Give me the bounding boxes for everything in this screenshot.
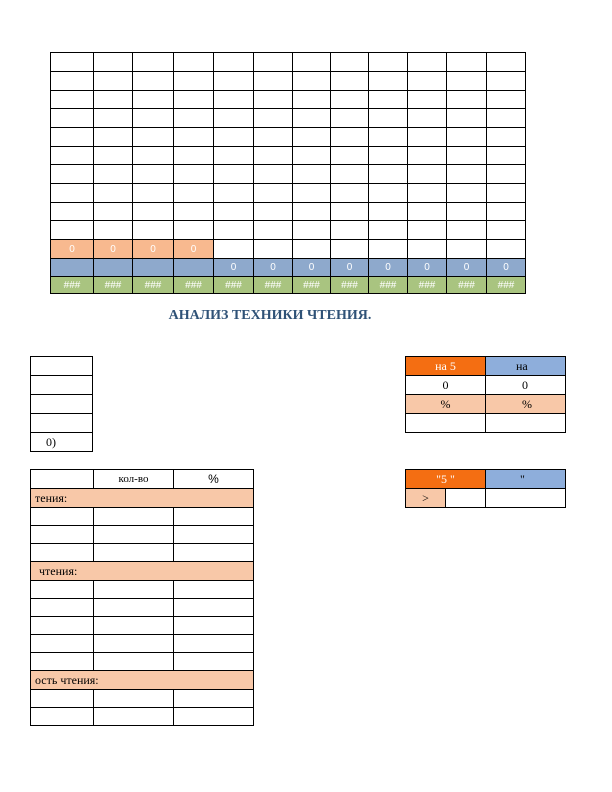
header-percent: % xyxy=(174,470,254,489)
grid-cell[interactable] xyxy=(254,72,293,91)
section-header: чтения: xyxy=(31,562,254,581)
grid-cell[interactable] xyxy=(214,221,254,240)
summary-cell[interactable] xyxy=(31,376,93,395)
grid-cell[interactable] xyxy=(94,72,133,91)
header-grade-5: на 5 xyxy=(406,357,486,376)
row-cell[interactable] xyxy=(31,708,94,726)
grid-row xyxy=(51,147,526,165)
grid-cell[interactable] xyxy=(174,91,214,109)
value-grade-4[interactable]: 0 xyxy=(486,376,566,395)
grid-cell[interactable] xyxy=(214,109,254,128)
grid-cell-peach[interactable] xyxy=(369,240,408,259)
grid-cell[interactable] xyxy=(174,109,214,128)
grid-cell[interactable] xyxy=(51,91,94,109)
grade-box xyxy=(405,469,566,508)
grid-cell[interactable] xyxy=(369,203,408,221)
grid-cell[interactable] xyxy=(174,72,214,91)
summary-cell-last[interactable]: 0) xyxy=(31,433,93,452)
grid-cell[interactable] xyxy=(94,109,133,128)
reading-grid xyxy=(50,52,526,294)
grid-cell[interactable] xyxy=(214,72,254,91)
grid-cell[interactable] xyxy=(133,221,174,240)
grid-cell[interactable] xyxy=(254,91,293,109)
grid-cell[interactable] xyxy=(51,128,94,147)
grade-operator: > xyxy=(406,489,446,508)
grid-row xyxy=(51,72,526,91)
grid-cell[interactable] xyxy=(331,203,369,221)
row-cell[interactable] xyxy=(31,653,94,671)
grid-cell[interactable] xyxy=(133,147,174,165)
grid-cell[interactable] xyxy=(408,147,447,165)
grid-cell[interactable] xyxy=(174,221,214,240)
grid-cell[interactable] xyxy=(369,165,408,184)
row-cell[interactable] xyxy=(174,690,254,708)
grid-cell[interactable] xyxy=(447,165,487,184)
grid-cell[interactable] xyxy=(487,109,526,128)
grid-cell[interactable] xyxy=(214,184,254,203)
grid-row xyxy=(51,184,526,203)
row-cell[interactable] xyxy=(174,508,254,526)
grid-cell[interactable] xyxy=(254,165,293,184)
grid-cell[interactable] xyxy=(133,72,174,91)
grade-input[interactable] xyxy=(486,489,566,508)
grid-cell[interactable] xyxy=(447,91,487,109)
grid-cell-peach[interactable]: 0 xyxy=(174,240,214,259)
grid-cell[interactable] xyxy=(369,184,408,203)
grid-cell-blue[interactable]: 0 xyxy=(487,259,526,277)
grid-cell[interactable] xyxy=(174,147,214,165)
grid-cell[interactable] xyxy=(408,203,447,221)
grid-cell[interactable] xyxy=(331,72,369,91)
grid-cell-blue[interactable]: 0 xyxy=(447,259,487,277)
grid-cell-green[interactable]: ### xyxy=(331,277,369,294)
right-summary-table xyxy=(405,356,566,433)
grid-cell[interactable] xyxy=(447,147,487,165)
grid-cell[interactable] xyxy=(94,203,133,221)
section-header: тения: xyxy=(31,489,254,508)
grid-cell-blue[interactable] xyxy=(174,259,214,277)
row-cell[interactable] xyxy=(94,599,174,617)
grid-cell[interactable] xyxy=(293,53,331,72)
grid-cell-peach[interactable] xyxy=(487,240,526,259)
row-cell[interactable] xyxy=(31,635,94,653)
grid-cell-green[interactable]: ### xyxy=(254,277,293,294)
grid-cell[interactable] xyxy=(487,184,526,203)
grid-cell[interactable] xyxy=(408,109,447,128)
grid-cell[interactable] xyxy=(408,128,447,147)
grade-input[interactable] xyxy=(446,489,486,508)
grid-cell[interactable] xyxy=(51,109,94,128)
grid-cell[interactable] xyxy=(447,109,487,128)
grid-row xyxy=(51,109,526,128)
grid-cell[interactable] xyxy=(214,128,254,147)
row-cell[interactable] xyxy=(174,581,254,599)
grid-cell[interactable] xyxy=(293,147,331,165)
grid-cell-green[interactable]: ### xyxy=(487,277,526,294)
grid-cell[interactable] xyxy=(331,147,369,165)
grid-cell-blue[interactable]: 0 xyxy=(254,259,293,277)
grid-cell[interactable] xyxy=(369,147,408,165)
grid-cell[interactable] xyxy=(331,91,369,109)
grid-cell[interactable] xyxy=(331,109,369,128)
grid-cell-green[interactable]: ### xyxy=(214,277,254,294)
grid-cell[interactable] xyxy=(487,165,526,184)
grid-cell[interactable] xyxy=(254,203,293,221)
grid-cell[interactable] xyxy=(293,128,331,147)
row-cell[interactable] xyxy=(174,617,254,635)
grid-cell[interactable] xyxy=(293,203,331,221)
grid-cell[interactable] xyxy=(94,128,133,147)
grid-cell[interactable] xyxy=(293,165,331,184)
header-count: кол-во xyxy=(94,470,174,489)
grid-cell[interactable] xyxy=(293,72,331,91)
row-cell[interactable] xyxy=(174,544,254,562)
grade-5-header: "5 " xyxy=(406,470,486,489)
grid-row-green xyxy=(51,277,526,294)
grid-cell[interactable] xyxy=(487,91,526,109)
grid-cell[interactable] xyxy=(254,53,293,72)
left-summary-table xyxy=(30,356,93,452)
row-cell[interactable] xyxy=(94,635,174,653)
header-empty xyxy=(31,470,94,489)
grid-cell-blue[interactable]: 0 xyxy=(214,259,254,277)
row-cell[interactable] xyxy=(94,581,174,599)
grid-cell[interactable] xyxy=(408,72,447,91)
grid-cell[interactable] xyxy=(447,184,487,203)
grid-cell-green[interactable]: ### xyxy=(51,277,94,294)
grid-cell[interactable] xyxy=(254,147,293,165)
row-cell[interactable] xyxy=(174,599,254,617)
grid-cell[interactable] xyxy=(51,221,94,240)
grid-cell-blue[interactable]: 0 xyxy=(369,259,408,277)
grid-cell[interactable] xyxy=(51,72,94,91)
grid-row-peach xyxy=(51,240,526,259)
row-cell[interactable] xyxy=(94,653,174,671)
grid-cell[interactable] xyxy=(94,184,133,203)
grid-cell[interactable] xyxy=(214,91,254,109)
page-title: АНАЛИЗ ТЕХНИКИ ЧТЕНИЯ. xyxy=(168,308,372,323)
grid-cell[interactable] xyxy=(51,184,94,203)
grid-cell[interactable] xyxy=(174,165,214,184)
row-cell[interactable] xyxy=(31,617,94,635)
grid-cell[interactable] xyxy=(133,165,174,184)
row-cell[interactable] xyxy=(31,690,94,708)
row-cell[interactable] xyxy=(174,526,254,544)
grid-cell[interactable] xyxy=(369,109,408,128)
grid-cell-green[interactable]: ### xyxy=(133,277,174,294)
grid-cell[interactable] xyxy=(51,53,94,72)
grid-cell[interactable] xyxy=(447,203,487,221)
grid-cell[interactable] xyxy=(447,72,487,91)
grid-cell[interactable] xyxy=(408,184,447,203)
grid-cell-blue[interactable]: 0 xyxy=(293,259,331,277)
grid-cell-peach[interactable]: 0 xyxy=(94,240,133,259)
grid-cell-peach[interactable]: 0 xyxy=(133,240,174,259)
grid-cell[interactable] xyxy=(174,184,214,203)
grid-row xyxy=(51,221,526,240)
grid-cell[interactable] xyxy=(293,184,331,203)
grid-cell[interactable] xyxy=(369,91,408,109)
grid-cell[interactable] xyxy=(254,109,293,128)
percent-grade-4: % xyxy=(486,395,566,414)
grid-cell-blue[interactable] xyxy=(94,259,133,277)
grid-cell-blue[interactable] xyxy=(133,259,174,277)
grid-cell-peach[interactable] xyxy=(214,240,254,259)
grid-cell[interactable] xyxy=(408,221,447,240)
grid-cell[interactable] xyxy=(487,53,526,72)
row-cell[interactable] xyxy=(94,544,174,562)
grid-cell[interactable] xyxy=(408,165,447,184)
grid-cell[interactable] xyxy=(133,91,174,109)
grid-cell[interactable] xyxy=(369,128,408,147)
grid-cell[interactable] xyxy=(94,91,133,109)
grid-cell[interactable] xyxy=(487,221,526,240)
header-grade-4: на xyxy=(486,357,566,376)
grid-cell-green[interactable]: ### xyxy=(94,277,133,294)
row-cell[interactable] xyxy=(174,708,254,726)
grid-row xyxy=(51,91,526,109)
grid-cell[interactable] xyxy=(133,128,174,147)
grid-row xyxy=(51,165,526,184)
grid-cell[interactable] xyxy=(369,221,408,240)
empty-cell[interactable] xyxy=(486,414,566,433)
grid-row xyxy=(51,53,526,72)
row-cell[interactable] xyxy=(94,690,174,708)
grid-cell[interactable] xyxy=(331,53,369,72)
grid-cell[interactable] xyxy=(408,53,447,72)
grid-cell-peach[interactable]: 0 xyxy=(51,240,94,259)
grid-cell[interactable] xyxy=(133,203,174,221)
grid-cell[interactable] xyxy=(51,165,94,184)
value-grade-5[interactable]: 0 xyxy=(406,376,486,395)
grid-cell[interactable] xyxy=(214,53,254,72)
grid-cell-green[interactable]: ### xyxy=(447,277,487,294)
row-cell[interactable] xyxy=(31,544,94,562)
grid-row-blue xyxy=(51,259,526,277)
grid-cell-peach[interactable] xyxy=(447,240,487,259)
summary-cell[interactable] xyxy=(31,414,93,433)
row-cell[interactable] xyxy=(94,617,174,635)
grid-cell-blue[interactable]: 0 xyxy=(408,259,447,277)
grid-cell[interactable] xyxy=(331,221,369,240)
grid-cell-green[interactable]: ### xyxy=(408,277,447,294)
grid-cell[interactable] xyxy=(447,53,487,72)
summary-cell[interactable] xyxy=(31,357,93,376)
grid-cell-green[interactable]: ### xyxy=(369,277,408,294)
grid-cell[interactable] xyxy=(174,128,214,147)
grid-cell-blue[interactable]: 0 xyxy=(331,259,369,277)
grade-4-header: " xyxy=(486,470,566,489)
grid-cell[interactable] xyxy=(214,147,254,165)
grid-cell[interactable] xyxy=(293,109,331,128)
grid-cell[interactable] xyxy=(293,91,331,109)
grid-cell[interactable] xyxy=(214,203,254,221)
row-cell[interactable] xyxy=(94,508,174,526)
grid-cell[interactable] xyxy=(487,72,526,91)
row-cell[interactable] xyxy=(94,526,174,544)
grid-cell[interactable] xyxy=(174,53,214,72)
grid-cell-peach[interactable] xyxy=(293,240,331,259)
empty-cell[interactable] xyxy=(406,414,486,433)
grid-cell-peach[interactable] xyxy=(254,240,293,259)
grid-cell[interactable] xyxy=(133,184,174,203)
grid-cell[interactable] xyxy=(369,53,408,72)
grid-cell[interactable] xyxy=(94,147,133,165)
grid-cell[interactable] xyxy=(254,184,293,203)
grid-cell[interactable] xyxy=(51,203,94,221)
grid-cell[interactable] xyxy=(331,128,369,147)
grid-cell[interactable] xyxy=(487,203,526,221)
grid-cell-peach[interactable] xyxy=(408,240,447,259)
grid-cell[interactable] xyxy=(214,165,254,184)
section-header: ость чтения: xyxy=(31,671,254,690)
grid-cell[interactable] xyxy=(293,221,331,240)
grid-cell[interactable] xyxy=(94,221,133,240)
grid-cell[interactable] xyxy=(408,91,447,109)
grid-cell[interactable] xyxy=(447,221,487,240)
grid-cell[interactable] xyxy=(94,165,133,184)
grid-cell-green[interactable]: ### xyxy=(174,277,214,294)
row-cell[interactable] xyxy=(174,653,254,671)
grid-cell-peach[interactable] xyxy=(331,240,369,259)
grid-cell[interactable] xyxy=(487,128,526,147)
grid-cell[interactable] xyxy=(487,147,526,165)
row-cell[interactable] xyxy=(31,526,94,544)
grid-row xyxy=(51,128,526,147)
grid-cell[interactable] xyxy=(174,203,214,221)
row-cell[interactable] xyxy=(94,708,174,726)
grid-row xyxy=(51,203,526,221)
grid-cell[interactable] xyxy=(331,184,369,203)
row-cell[interactable] xyxy=(174,635,254,653)
grid-cell[interactable] xyxy=(331,165,369,184)
grid-cell[interactable] xyxy=(51,147,94,165)
grid-cell-green[interactable]: ### xyxy=(293,277,331,294)
summary-cell[interactable] xyxy=(31,395,93,414)
grid-cell[interactable] xyxy=(254,221,293,240)
row-cell[interactable] xyxy=(31,599,94,617)
row-cell[interactable] xyxy=(31,508,94,526)
analysis-table xyxy=(30,469,254,726)
grid-cell[interactable] xyxy=(369,72,408,91)
grid-cell[interactable] xyxy=(447,128,487,147)
row-cell[interactable] xyxy=(31,581,94,599)
grid-cell[interactable] xyxy=(133,53,174,72)
percent-grade-5: % xyxy=(406,395,486,414)
grid-cell[interactable] xyxy=(94,53,133,72)
grid-cell[interactable] xyxy=(254,128,293,147)
grid-cell-blue[interactable] xyxy=(51,259,94,277)
grid-cell[interactable] xyxy=(133,109,174,128)
